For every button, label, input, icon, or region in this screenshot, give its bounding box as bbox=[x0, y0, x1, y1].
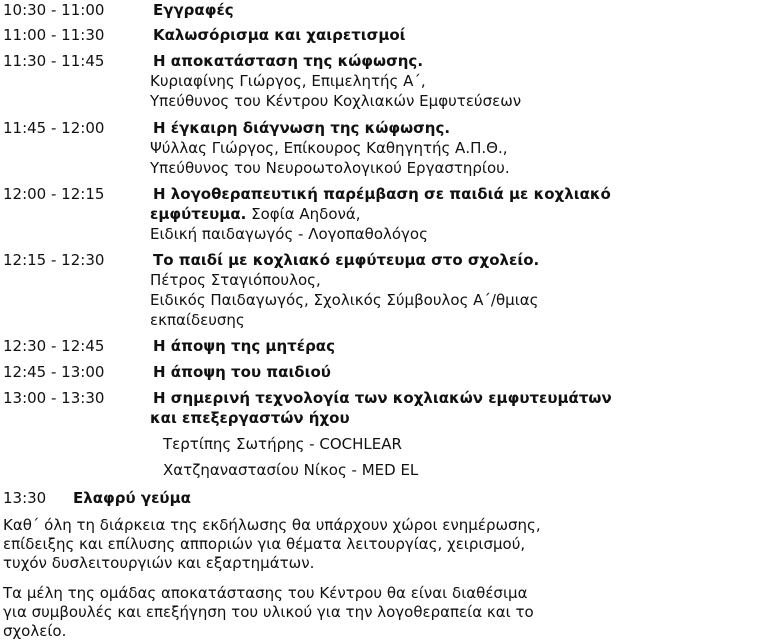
speaker-line: εκπαίδευσης bbox=[150, 311, 245, 329]
schedule-title-line2: εμφύτευμα. bbox=[150, 205, 247, 223]
schedule-time: 12:15 - 12:30 bbox=[3, 251, 105, 269]
schedule-time: 11:00 - 11:30 bbox=[3, 26, 105, 44]
schedule-title: Η σημερινή τεχνολογία των κοχλιακών εμφυτευμάτων bbox=[153, 389, 612, 407]
schedule-title: Ελαφρύ γεύμα bbox=[73, 489, 191, 507]
speaker-line: Ειδική παιδαγωγός - Λογοπαθολόγος bbox=[150, 225, 428, 243]
paragraph-line: τυχόν δυσλειτουργιών και εξαρτημάτων. bbox=[3, 554, 315, 572]
speaker-line: Χατζηαναστασίου Νίκος - MED EL bbox=[163, 461, 419, 479]
speaker-line: Ειδικός Παιδαγωγός, Σχολικός Σύμβουλος Α΄/θμιας bbox=[150, 291, 539, 309]
schedule-item bbox=[3, 51, 423, 72]
schedule-item bbox=[3, 250, 539, 271]
speaker-line: Κυριαφίνης Γιώργος, Επιμελητής Α΄, bbox=[150, 72, 426, 90]
paragraph-line: Τα μέλη της ομάδας αποκατάστασης του Κέντρου θα είναι διαθέσιμα bbox=[3, 584, 528, 602]
schedule-title-continued bbox=[150, 204, 361, 225]
schedule-time: 12:00 - 12:15 bbox=[3, 185, 105, 203]
schedule-title: Η λογοθεραπευτική παρέμβαση σε παιδιά με κοχλιακό bbox=[153, 185, 611, 203]
schedule-item bbox=[3, 184, 611, 205]
paragraph-line: σχολείο. bbox=[3, 622, 67, 640]
schedule-title-line2: και επεξεργαστών ήχου bbox=[150, 409, 350, 427]
schedule-item bbox=[3, 25, 406, 46]
info-paragraph bbox=[3, 516, 777, 573]
speaker-name: Σοφία Αηδονά, bbox=[246, 205, 361, 223]
schedule-item bbox=[3, 488, 191, 509]
paragraph-line: για συμβουλές και επεξήγηση του υλικού για την λογοθεραπεία και το bbox=[3, 603, 534, 621]
schedule-title: Το παιδί με κοχλιακό εμφύτευμα στο σχολείο. bbox=[153, 251, 540, 269]
paragraph-line: Καθ΄ όλη τη διάρκεια της εκδήλωσης θα υπάρχουν χώροι ενημέρωσης, bbox=[3, 516, 541, 534]
schedule-item bbox=[3, 336, 335, 357]
schedule-title: Η έγκαιρη διάγνωση της κώφωσης. bbox=[153, 119, 451, 137]
schedule-item bbox=[3, 0, 234, 21]
schedule-time: 12:30 - 12:45 bbox=[3, 337, 105, 355]
schedule-item bbox=[3, 118, 450, 139]
info-paragraph bbox=[3, 584, 777, 641]
speaker-line: Τερτίπης Σωτήρης - COCHLEAR bbox=[163, 435, 402, 453]
schedule-time: 11:30 - 11:45 bbox=[3, 52, 105, 70]
speaker-line: Πέτρος Σταγιόπουλος, bbox=[150, 271, 321, 289]
schedule-time: 10:30 - 11:00 bbox=[3, 1, 105, 19]
schedule-title: Εγγραφές bbox=[153, 1, 234, 19]
speaker-line: Ψύλλας Γιώργος, Επίκουρος Καθηγητής Α.Π.Θ., bbox=[150, 139, 508, 157]
schedule-time: 11:45 - 12:00 bbox=[3, 119, 105, 137]
speaker-line: Υπεύθυνος του Κέντρου Κοχλιακών Εμφυτεύσεων bbox=[150, 92, 522, 110]
schedule-item bbox=[3, 388, 612, 409]
schedule-title: Η αποκατάσταση της κώφωσης. bbox=[153, 52, 424, 70]
schedule-time: 12:45 - 13:00 bbox=[3, 363, 105, 381]
schedule-title: Η άποψη της μητέρας bbox=[153, 337, 335, 355]
schedule-title-continued bbox=[150, 408, 350, 429]
speaker-line: Υπεύθυνος του Νευροωτολογικού Εργαστηρίου. bbox=[150, 159, 510, 177]
schedule-item bbox=[3, 362, 331, 383]
paragraph-line: επίδειξης και επίλυσης απποριών για θέματα λειτουργίας, χειρισμού, bbox=[3, 535, 526, 553]
schedule-time: 13:30 bbox=[3, 489, 47, 507]
schedule-title: Η άποψη του παιδιού bbox=[153, 363, 331, 381]
schedule-title: Καλωσόρισμα και χαιρετισμοί bbox=[153, 26, 406, 44]
schedule-time: 13:00 - 13:30 bbox=[3, 389, 105, 407]
